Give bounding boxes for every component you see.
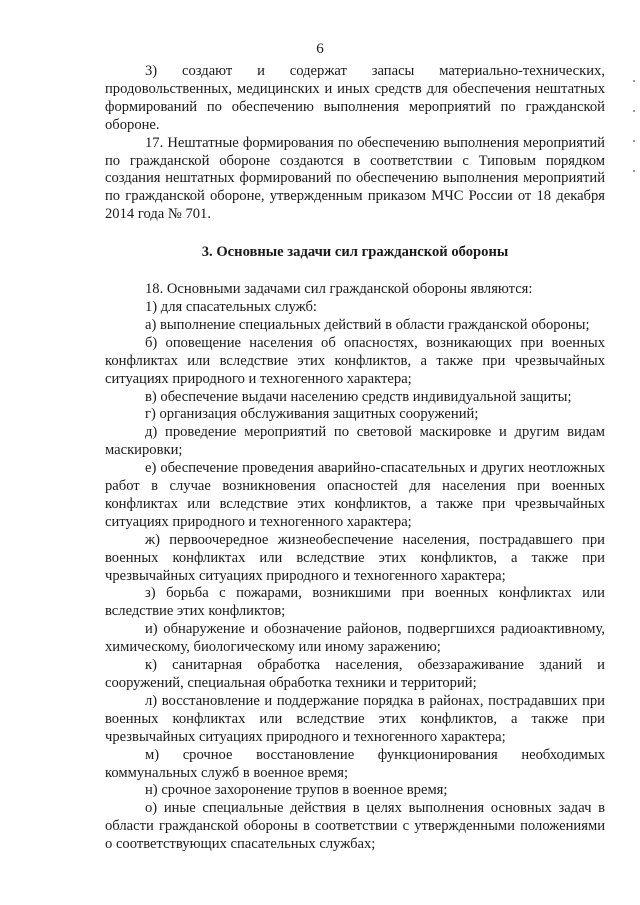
list-item: г) организация обслуживания защитных сооружений;: [145, 406, 479, 423]
list-item: л) восстановление и поддержание порядка в районах, пострадавших при военных конфликтах или вследствие этих конфликтов, а также при чрезвычайных ситуациях природного и техногенного характера;: [105, 692, 605, 745]
section-heading: 3. Основные задачи сил гражданской обороны: [201, 244, 509, 261]
list-item: о) иные специальные действия в целях выполнения основных задач в области гражданской обороны в соответствии с утвержденными положениями о соответствующих спасательных службах;: [105, 800, 605, 853]
list-item: д) проведение мероприятий по световой маскировке и другим видам маскировки;: [105, 424, 605, 459]
list-item: б) оповещение населения об опасностях, возникающих при военных конфликтах или вследствие этих конфликтов, а также при чрезвычайных ситуациях природного и техногенного характера;: [105, 334, 605, 387]
list-item: и) обнаружение и обозначение районов, подвергшихся радиоактивному, химическому, биологическому или иному заражению;: [105, 621, 605, 656]
paragraph: 18. Основными задачами сил гражданской обороны являются:: [145, 281, 533, 298]
document-body: [105, 63, 605, 854]
list-item: н) срочное захоронение трупов в военное время;: [145, 782, 448, 799]
list-item: м) срочное восстановление функционирования необходимых коммунальных служб в военное время;: [105, 746, 605, 781]
list-item: е) обеспечение проведения аварийно-спасательных и других неотложных работ в случае возникновения опасностей для населения при военных конфликтах или вследствие этих конфликтов, а также при чрезвычайных ситуациях природного и техногенного характера;: [105, 460, 605, 530]
list-item: ж) первоочередное жизнеобеспечение населения, пострадавшего при военных конфликтах или вследствие этих конфликтов, а также при чрезвычайных ситуациях природного и техногенного характера;: [105, 531, 605, 584]
list-item: а) выполнение специальных действий в области гражданской обороны;: [145, 316, 590, 333]
list-item: з) борьба с пожарами, возникшими при военных конфликтах или вследствие этих конфликтов;: [105, 585, 605, 620]
list-item: в) обеспечение выдачи населению средств индивидуальной защиты;: [145, 388, 572, 405]
paragraph: 3) создают и содержат запасы материально-технических, продовольственных, медицинских и иных средств для обеспечения нештатных формирований по обеспечению выполнения мероприятий по гражданской обороне.: [105, 63, 605, 133]
list-item: к) санитарная обработка населения, обеззараживание зданий и сооружений, специальная обработка техники и территорий;: [105, 657, 605, 691]
paragraph: 17. Нештатные формирования по обеспечению выполнения мероприятий по гражданской обороне создаются в соответствии с Типовым порядком создания нештатных формирований по обеспечению выполнения мероприятий по гражданской обороне, утвержденным приказом МЧС России от 18 декабря 2014 года № 701.: [105, 134, 605, 223]
page-number: 6: [316, 41, 324, 57]
scan-edge-marks: [633, 80, 637, 200]
paragraph: 1) для спасательных служб:: [145, 298, 317, 315]
